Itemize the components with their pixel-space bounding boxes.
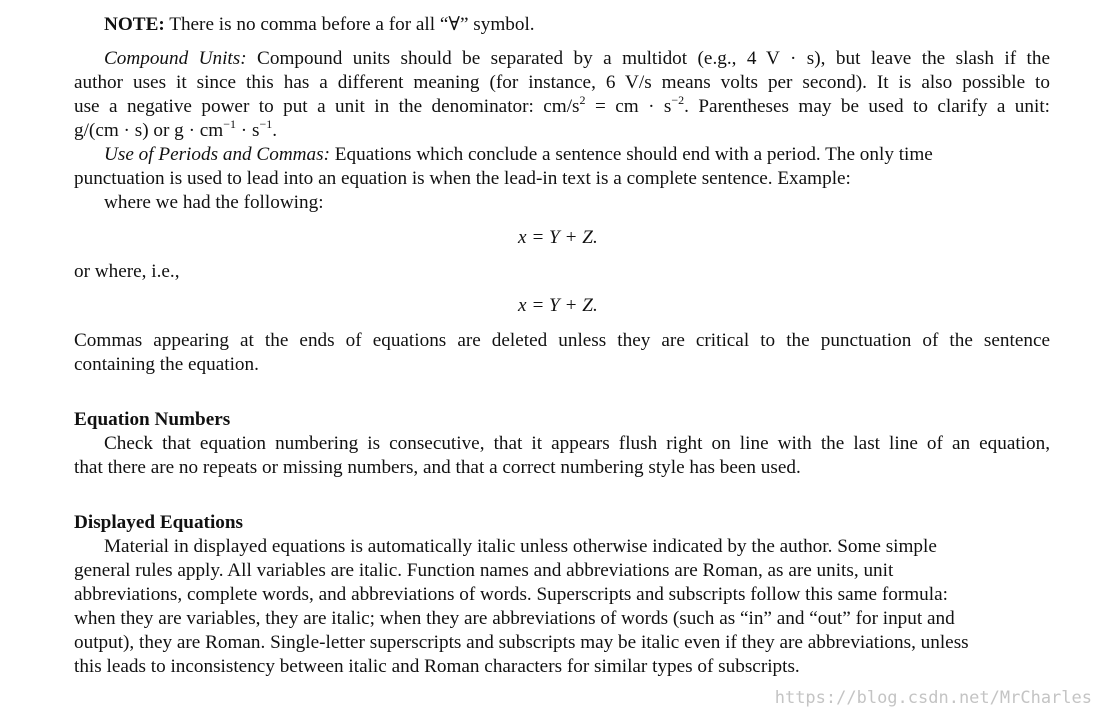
note-label: NOTE: — [104, 14, 165, 35]
equation-2: x = Y + Z. — [518, 295, 598, 316]
note-text: There is no comma before a for all “∀” symbol. — [164, 14, 535, 35]
periods-commas-lead: Use of Periods and Commas: — [104, 144, 330, 165]
equation-numbers-line-1: Check that equation numbering is consecutive, that it appears flush right on line with the last line of an equation, — [104, 433, 1050, 454]
equation-numbers-line-2: that there are no repeats or missing numbers, and that a correct numbering style has been used. — [74, 457, 801, 478]
equation-1: x = Y + Z. — [518, 227, 598, 248]
displayed-equations-line-5: output), they are Roman. Single-letter superscripts and subscripts may be italic even if they are abbreviations, unless — [74, 632, 969, 653]
compound-units-line-2: author uses it since this has a different meaning (for instance, 6 V/s means volts per second). It is also possible to — [74, 72, 1050, 93]
note-paragraph — [104, 13, 535, 37]
displayed-equations-line-3: abbreviations, complete words, and abbreviations of words. Superscripts and subscripts follow this same formula: — [74, 584, 948, 605]
periods-commas-line-2: punctuation is used to lead into an equation is when the lead-in text is a complete sentence. Example: — [74, 168, 851, 189]
displayed-equations-heading: Displayed Equations — [74, 512, 244, 533]
compound-units-line-1: Compound Units: Compound units should be separated by a multidot (e.g., 4 V · s), but leave the slash if the — [104, 48, 1050, 69]
periods-commas-line-1: Use of Periods and Commas: Equations which conclude a sentence should end with a period. The only time — [104, 144, 933, 165]
compound-units-lead: Compound Units: — [104, 48, 247, 69]
displayed-equations-line-1: Material in displayed equations is automatically italic unless otherwise indicated by the author. Some simple — [104, 536, 937, 557]
compound-units-line-3: use a negative power to put a unit in the denominator: $cm/s^2$ = cm · $s^{-2}$. Parentheses may be used to clarify a unit: — [74, 93, 1050, 117]
displayed-equations-line-4: when they are variables, they are italic; when they are abbreviations of words (such as “in” and “out” for input and — [74, 608, 955, 629]
watermark-url: https://blog.csdn.net/MrCharles — [774, 688, 1092, 708]
displayed-equations-line-6: this leads to inconsistency between italic and Roman characters for similar types of subscripts. — [74, 656, 800, 677]
displayed-equations-line-2: general rules apply. All variables are italic. Function names and abbreviations are Roman, as are units, unit — [74, 560, 894, 581]
periods-commas-line-5: Commas appearing at the ends of equations are deleted unless they are critical to the punctuation of the sentence — [74, 330, 1050, 351]
periods-commas-line-4: or where, i.e., — [74, 261, 180, 282]
compound-units-line-4: g/(cm · s) or $g \cdot cm^{-1} \cdot s^{-1}$. — [74, 117, 278, 141]
periods-commas-line-6: containing the equation. — [74, 354, 259, 375]
periods-commas-line-3: where we had the following: — [104, 192, 324, 213]
equation-numbers-heading: Equation Numbers — [74, 409, 231, 430]
